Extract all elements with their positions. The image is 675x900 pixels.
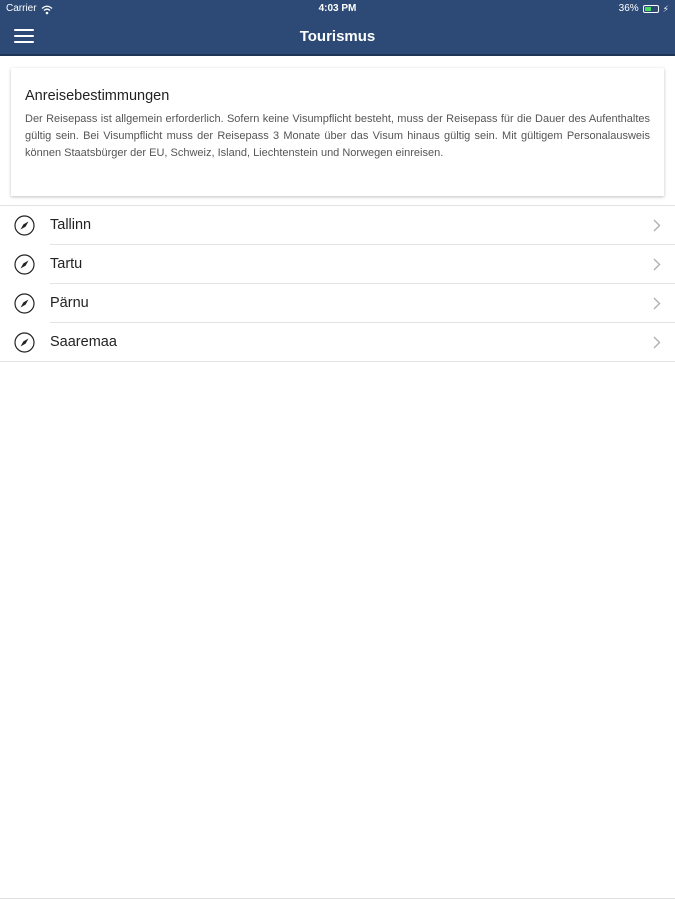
list-item-label: Tallinn — [50, 217, 92, 233]
list-item-label: Tartu — [50, 256, 83, 272]
battery-percent: 36% — [618, 3, 639, 14]
page-title: Tourismus — [299, 28, 376, 45]
card-title: Anreisebestimmungen — [25, 88, 170, 104]
card-body-text: Der Reisepass ist allgemein erforderlich. Sofern keine Visumpflicht besteht, muss der Reisepass für die Dauer des Aufenthaltes gültig sein. Bei Visumpflicht muss der Reisepass 3 Monate über das Visum hinaus gültig sein. Mit gültigem Personalausweis können Staatsbürger der EU, Schweiz, Island, Liechtenstein und Norwegen einreisen. — [25, 113, 650, 159]
list-item-label: Saaremaa — [50, 334, 117, 350]
top-bar — [0, 0, 675, 56]
compass-icon — [14, 293, 35, 314]
list-item-label: Pärnu — [50, 295, 89, 311]
entry-requirements-card — [11, 68, 664, 196]
list-item-parnu[interactable] — [0, 284, 675, 323]
battery-icon — [643, 5, 659, 13]
chevron-right-icon — [653, 336, 661, 349]
bottom-divider — [0, 898, 675, 899]
status-bar — [0, 0, 675, 18]
divider — [0, 361, 675, 362]
status-time: 4:03 PM — [318, 3, 357, 14]
charging-icon: ⚡ — [662, 4, 669, 14]
compass-icon — [14, 254, 35, 275]
compass-icon — [14, 332, 35, 353]
carrier-label: Carrier — [6, 3, 37, 14]
list-item-saaremaa[interactable] — [0, 323, 675, 362]
chevron-right-icon — [653, 219, 661, 232]
chevron-right-icon — [653, 297, 661, 310]
destination-list — [0, 205, 675, 362]
battery-info — [619, 0, 669, 18]
list-item-tallinn[interactable] — [0, 206, 675, 245]
list-item-tartu[interactable] — [0, 245, 675, 284]
navigation-bar — [0, 18, 675, 56]
compass-icon — [14, 215, 35, 236]
chevron-right-icon — [653, 258, 661, 271]
